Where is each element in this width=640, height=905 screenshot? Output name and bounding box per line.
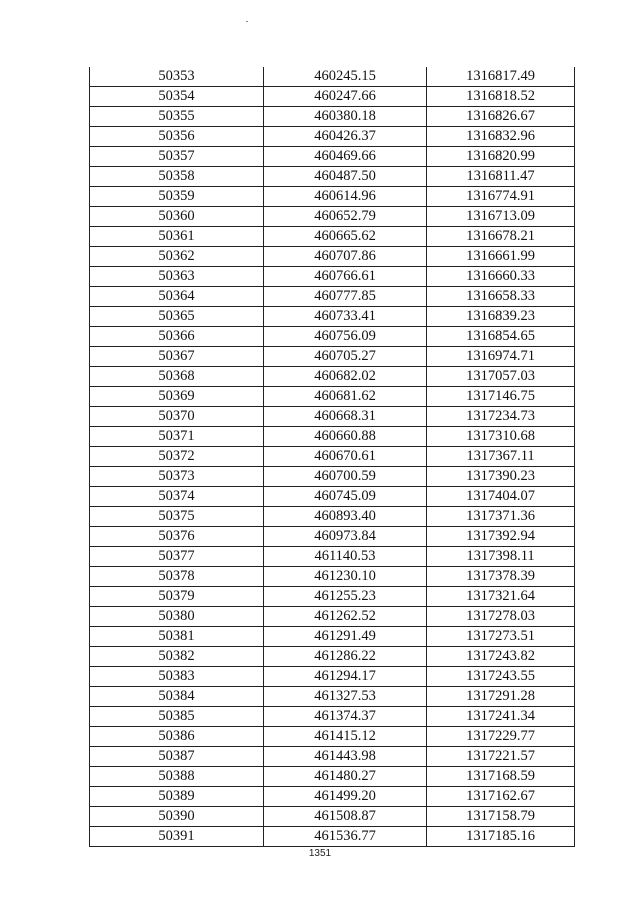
- point-id-cell: 50378: [90, 567, 264, 587]
- table-row: [90, 127, 575, 147]
- y-coordinate-cell: 1317185.16: [427, 827, 575, 847]
- y-coordinate-cell: 1317404.07: [427, 487, 575, 507]
- table-row: [90, 407, 575, 427]
- y-coordinate-cell: 1317146.75: [427, 387, 575, 407]
- x-coordinate-cell: 461286.22: [264, 647, 427, 667]
- table-row: [90, 747, 575, 767]
- point-id-cell: 50387: [90, 747, 264, 767]
- point-id-cell: 50369: [90, 387, 264, 407]
- x-coordinate-cell: 460469.66: [264, 147, 427, 167]
- page-number: 1351: [308, 848, 332, 859]
- point-id-cell: 50376: [90, 527, 264, 547]
- y-coordinate-cell: 1317278.03: [427, 607, 575, 627]
- table-row: [90, 487, 575, 507]
- x-coordinate-cell: 461140.53: [264, 547, 427, 567]
- table-row: [90, 87, 575, 107]
- table-row: [90, 367, 575, 387]
- y-coordinate-cell: 1316660.33: [427, 267, 575, 287]
- table-row: [90, 827, 575, 847]
- table-row: [90, 347, 575, 367]
- x-coordinate-cell: 460668.31: [264, 407, 427, 427]
- point-id-cell: 50390: [90, 807, 264, 827]
- point-id-cell: 50365: [90, 307, 264, 327]
- point-id-cell: 50375: [90, 507, 264, 527]
- point-id-cell: 50389: [90, 787, 264, 807]
- point-id-cell: 50368: [90, 367, 264, 387]
- point-id-cell: 50386: [90, 727, 264, 747]
- table-row: [90, 507, 575, 527]
- point-id-cell: 50379: [90, 587, 264, 607]
- y-coordinate-cell: 1317392.94: [427, 527, 575, 547]
- y-coordinate-cell: 1316661.99: [427, 247, 575, 267]
- x-coordinate-cell: 460707.86: [264, 247, 427, 267]
- x-coordinate-cell: 461415.12: [264, 727, 427, 747]
- x-coordinate-cell: 461291.49: [264, 627, 427, 647]
- table-row: [90, 147, 575, 167]
- x-coordinate-cell: 460756.09: [264, 327, 427, 347]
- y-coordinate-cell: 1317310.68: [427, 427, 575, 447]
- table-row: [90, 427, 575, 447]
- table-row: [90, 607, 575, 627]
- point-id-cell: 50377: [90, 547, 264, 567]
- point-id-cell: 50358: [90, 167, 264, 187]
- table-row: [90, 787, 575, 807]
- point-id-cell: 50364: [90, 287, 264, 307]
- y-coordinate-cell: 1316832.96: [427, 127, 575, 147]
- table-row: [90, 547, 575, 567]
- y-coordinate-cell: 1317168.59: [427, 767, 575, 787]
- point-id-cell: 50374: [90, 487, 264, 507]
- point-id-cell: 50373: [90, 467, 264, 487]
- y-coordinate-cell: 1317390.23: [427, 467, 575, 487]
- y-coordinate-cell: 1316658.33: [427, 287, 575, 307]
- point-id-cell: 50381: [90, 627, 264, 647]
- x-coordinate-cell: 461374.37: [264, 707, 427, 727]
- x-coordinate-cell: 461536.77: [264, 827, 427, 847]
- coordinates-table-body: [90, 67, 575, 847]
- x-coordinate-cell: 460614.96: [264, 187, 427, 207]
- x-coordinate-cell: 460426.37: [264, 127, 427, 147]
- y-coordinate-cell: 1316854.65: [427, 327, 575, 347]
- table-row: [90, 707, 575, 727]
- y-coordinate-cell: 1317398.11: [427, 547, 575, 567]
- x-coordinate-cell: 460487.50: [264, 167, 427, 187]
- point-id-cell: 50385: [90, 707, 264, 727]
- point-id-cell: 50384: [90, 687, 264, 707]
- x-coordinate-cell: 461230.10: [264, 567, 427, 587]
- table-row: [90, 387, 575, 407]
- table-row: [90, 187, 575, 207]
- y-coordinate-cell: 1316817.49: [427, 67, 575, 87]
- y-coordinate-cell: 1317158.79: [427, 807, 575, 827]
- x-coordinate-cell: 461508.87: [264, 807, 427, 827]
- point-id-cell: 50360: [90, 207, 264, 227]
- x-coordinate-cell: 460665.62: [264, 227, 427, 247]
- y-coordinate-cell: 1317229.77: [427, 727, 575, 747]
- table-row: [90, 587, 575, 607]
- point-id-cell: 50359: [90, 187, 264, 207]
- x-coordinate-cell: 460247.66: [264, 87, 427, 107]
- point-id-cell: 50355: [90, 107, 264, 127]
- y-coordinate-cell: 1317371.36: [427, 507, 575, 527]
- point-id-cell: 50362: [90, 247, 264, 267]
- x-coordinate-cell: 460652.79: [264, 207, 427, 227]
- table-row: [90, 207, 575, 227]
- table-row: [90, 667, 575, 687]
- table-row: [90, 167, 575, 187]
- point-id-cell: 50361: [90, 227, 264, 247]
- y-coordinate-cell: 1316839.23: [427, 307, 575, 327]
- x-coordinate-cell: 460700.59: [264, 467, 427, 487]
- y-coordinate-cell: 1317243.55: [427, 667, 575, 687]
- y-coordinate-cell: 1317273.51: [427, 627, 575, 647]
- y-coordinate-cell: 1316713.09: [427, 207, 575, 227]
- coordinates-table: [89, 67, 575, 847]
- y-coordinate-cell: 1316820.99: [427, 147, 575, 167]
- y-coordinate-cell: 1316826.67: [427, 107, 575, 127]
- y-coordinate-cell: 1316974.71: [427, 347, 575, 367]
- x-coordinate-cell: 460245.15: [264, 67, 427, 87]
- x-coordinate-cell: 461480.27: [264, 767, 427, 787]
- point-id-cell: 50372: [90, 447, 264, 467]
- x-coordinate-cell: 460670.61: [264, 447, 427, 467]
- table-row: [90, 567, 575, 587]
- table-row: [90, 327, 575, 347]
- point-id-cell: 50380: [90, 607, 264, 627]
- x-coordinate-cell: 460682.02: [264, 367, 427, 387]
- y-coordinate-cell: 1317367.11: [427, 447, 575, 467]
- x-coordinate-cell: 460660.88: [264, 427, 427, 447]
- x-coordinate-cell: 461327.53: [264, 687, 427, 707]
- point-id-cell: 50388: [90, 767, 264, 787]
- point-id-cell: 50371: [90, 427, 264, 447]
- point-id-cell: 50353: [90, 67, 264, 87]
- table-row: [90, 287, 575, 307]
- x-coordinate-cell: 460380.18: [264, 107, 427, 127]
- x-coordinate-cell: 460745.09: [264, 487, 427, 507]
- y-coordinate-cell: 1317162.67: [427, 787, 575, 807]
- table-row: [90, 107, 575, 127]
- x-coordinate-cell: 461294.17: [264, 667, 427, 687]
- table-row: [90, 767, 575, 787]
- table-row: [90, 807, 575, 827]
- point-id-cell: 50383: [90, 667, 264, 687]
- y-coordinate-cell: 1317234.73: [427, 407, 575, 427]
- table-row: [90, 727, 575, 747]
- point-id-cell: 50382: [90, 647, 264, 667]
- table-row: [90, 307, 575, 327]
- table-row: [90, 467, 575, 487]
- y-coordinate-cell: 1317291.28: [427, 687, 575, 707]
- y-coordinate-cell: 1317321.64: [427, 587, 575, 607]
- y-coordinate-cell: 1317221.57: [427, 747, 575, 767]
- x-coordinate-cell: 460893.40: [264, 507, 427, 527]
- point-id-cell: 50370: [90, 407, 264, 427]
- table-row: [90, 227, 575, 247]
- table-row: [90, 447, 575, 467]
- point-id-cell: 50367: [90, 347, 264, 367]
- y-coordinate-cell: 1316774.91: [427, 187, 575, 207]
- point-id-cell: 50391: [90, 827, 264, 847]
- y-coordinate-cell: 1317057.03: [427, 367, 575, 387]
- point-id-cell: 50366: [90, 327, 264, 347]
- x-coordinate-cell: 460766.61: [264, 267, 427, 287]
- x-coordinate-cell: 460973.84: [264, 527, 427, 547]
- table-row: [90, 267, 575, 287]
- x-coordinate-cell: 460681.62: [264, 387, 427, 407]
- scan-speck: [246, 21, 248, 22]
- point-id-cell: 50363: [90, 267, 264, 287]
- x-coordinate-cell: 460733.41: [264, 307, 427, 327]
- x-coordinate-cell: 461255.23: [264, 587, 427, 607]
- y-coordinate-cell: 1317378.39: [427, 567, 575, 587]
- table-row: [90, 627, 575, 647]
- x-coordinate-cell: 460705.27: [264, 347, 427, 367]
- x-coordinate-cell: 461262.52: [264, 607, 427, 627]
- x-coordinate-cell: 461499.20: [264, 787, 427, 807]
- table-row: [90, 67, 575, 87]
- y-coordinate-cell: 1317243.82: [427, 647, 575, 667]
- table-row: [90, 527, 575, 547]
- y-coordinate-cell: 1316818.52: [427, 87, 575, 107]
- table-row: [90, 647, 575, 667]
- table-row: [90, 247, 575, 267]
- table-row: [90, 687, 575, 707]
- x-coordinate-cell: 460777.85: [264, 287, 427, 307]
- y-coordinate-cell: 1316678.21: [427, 227, 575, 247]
- y-coordinate-cell: 1316811.47: [427, 167, 575, 187]
- point-id-cell: 50357: [90, 147, 264, 167]
- x-coordinate-cell: 461443.98: [264, 747, 427, 767]
- point-id-cell: 50356: [90, 127, 264, 147]
- point-id-cell: 50354: [90, 87, 264, 107]
- y-coordinate-cell: 1317241.34: [427, 707, 575, 727]
